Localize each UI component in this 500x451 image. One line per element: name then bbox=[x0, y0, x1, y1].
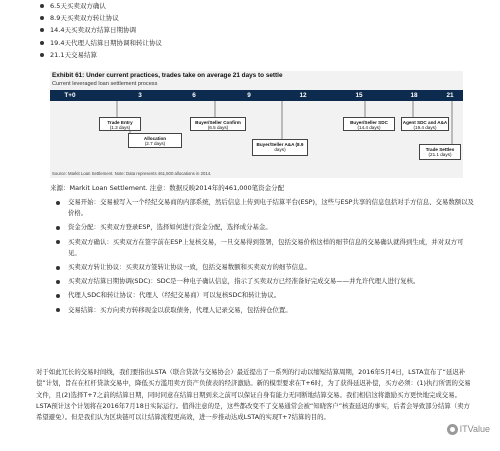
timeline-label: 12 bbox=[299, 91, 307, 99]
list-item: 14.4天买卖双方结算日期协调 bbox=[40, 24, 480, 36]
list-item: 交易开始：交易被写入一个经纪交易商的内部系统，然后信息上传到电子结算平台(ESP)，这些与ESP共享的信息包括对手方信息、交易数额以及价格。 bbox=[54, 197, 474, 219]
list-item: 买卖双方转让协议：买卖双方签转让协议一致，包括交易数额和买卖双方的细节信息。 bbox=[54, 262, 474, 273]
bullet-icon bbox=[56, 280, 60, 284]
bullet-icon bbox=[56, 308, 60, 312]
bullet-icon bbox=[40, 16, 44, 20]
list-item: 6.5天买卖双方确认 bbox=[40, 0, 480, 12]
bullet-icon bbox=[40, 41, 44, 45]
buyer-seller-confirm-box: Buyer/Seller Confirm (6.5 days) bbox=[190, 117, 246, 131]
buyer-seller-aa-box: Buyer/Seller A&A (8.9 days) bbox=[252, 139, 308, 156]
timeline-label: 9 bbox=[247, 91, 251, 99]
top-bullet-list bbox=[40, 0, 480, 61]
exhibit-source-note: Source: Markit Loan Settlement. Note: Data represents 461,500 allocations in 2014. bbox=[52, 171, 212, 176]
wechat-logo-icon bbox=[447, 424, 458, 435]
list-item: 资金分配：买卖双方登录ESP，选择如何进行资金分配，选择成分基金。 bbox=[54, 222, 474, 233]
body-paragraph: 对于如此冗长的交易时间线，我们要指出LSTA（联合贷款与交易协会）最近提出了一系列的行动以缩短结算周期，2016年5月4日，LSTA宣布了“延迟补偿”计划，旨在在杠杆贷款交易中，降低买方滥用卖方资产负债表的经济激励。新的模型要求在T+6时，为了获得延迟补偿，买方必须：(1)执行所需的交易文件，且(2)选择T+7之前的结算日期，同时同意在结算日期到来之前可以保证自身有能力无同断地结算交易。我们相信这将激励买方更快地完成交易。LSTA预计这个计划将在2016年7月18日实际运行。值得注意的是，这些都改变不了交易通常会被“知晓客户”核查延迟的事实，后者会导致部分结算（卖方希望避免）。但是我们认为区块链可以让结算流程更高效，进一步推动达成LSTA的实现T+7结算的目的。 bbox=[36, 368, 471, 422]
timeline-label: 18 bbox=[410, 91, 418, 99]
buyer-seller-sdc-box: Buyer/Seller SDC (14.4 days) bbox=[343, 117, 395, 131]
source-line: 来源：Markit Loan Settlement. 注意：数据反映2014年的461,000笔资金分配 bbox=[50, 184, 285, 192]
list-item: 19.4天代理人结算日期协调和转让协议 bbox=[40, 37, 480, 49]
agent-sdc-box: Agent SDC and A&A (19.4 days) bbox=[401, 117, 449, 131]
timeline-label: 6 bbox=[192, 91, 196, 99]
bullet-icon bbox=[56, 226, 60, 230]
bullet-icon bbox=[56, 240, 60, 244]
list-item: 21.1天交易结算 bbox=[40, 49, 480, 61]
bullet-icon bbox=[40, 53, 44, 57]
list-item: 买卖双方确认：买卖双方在签字前在ESP上复核交易，一旦交易得到签署，包括交易价格这样的细节信息的交易确认就得到生成，并对双方可见。 bbox=[54, 237, 474, 259]
list-item: 买卖双方结算日期协调(SDC)：SDC是一种电子确认信息，指示了买卖双方已经准备好完成交易——并允许代理人进行复核。 bbox=[54, 276, 474, 287]
list-item: 8.9天买卖双方转让协议 bbox=[40, 12, 480, 24]
timeline-label: 21 bbox=[446, 91, 454, 99]
list-item: 代理人SDC和转让协议：代理人（经纪交易商）可以复核SDC和转让协议。 bbox=[54, 290, 474, 301]
exhibit-figure bbox=[50, 71, 463, 178]
bullet-icon bbox=[40, 28, 44, 32]
timeline-label: 3 bbox=[138, 91, 142, 99]
list-item: 交易结算：买方向卖方转移现金以获取债务，代理人记录交易，包括持仓位置。 bbox=[54, 305, 474, 316]
exhibit-subtitle: Current leveraged loan settlement process bbox=[52, 81, 158, 87]
exhibit-title: Exhibit 61: Under current practices, trades take on average 21 days to settle bbox=[52, 72, 283, 79]
bullet-icon bbox=[56, 294, 60, 298]
bullet-icon bbox=[56, 201, 60, 205]
trade-entry-box: Trade Entry (1.3 days) bbox=[99, 117, 141, 131]
bullet-icon bbox=[56, 266, 60, 270]
trade-settles-box: Trade Settles (21.1 days) bbox=[419, 144, 461, 160]
bullet-icon bbox=[40, 4, 44, 8]
timeline-label: T+0 bbox=[64, 91, 76, 99]
timeline-label: 15 bbox=[355, 91, 363, 99]
allocation-box: Allocation (2.7 days) bbox=[128, 133, 182, 148]
main-bullet-list bbox=[54, 197, 474, 316]
watermark: ITValue bbox=[447, 424, 490, 435]
